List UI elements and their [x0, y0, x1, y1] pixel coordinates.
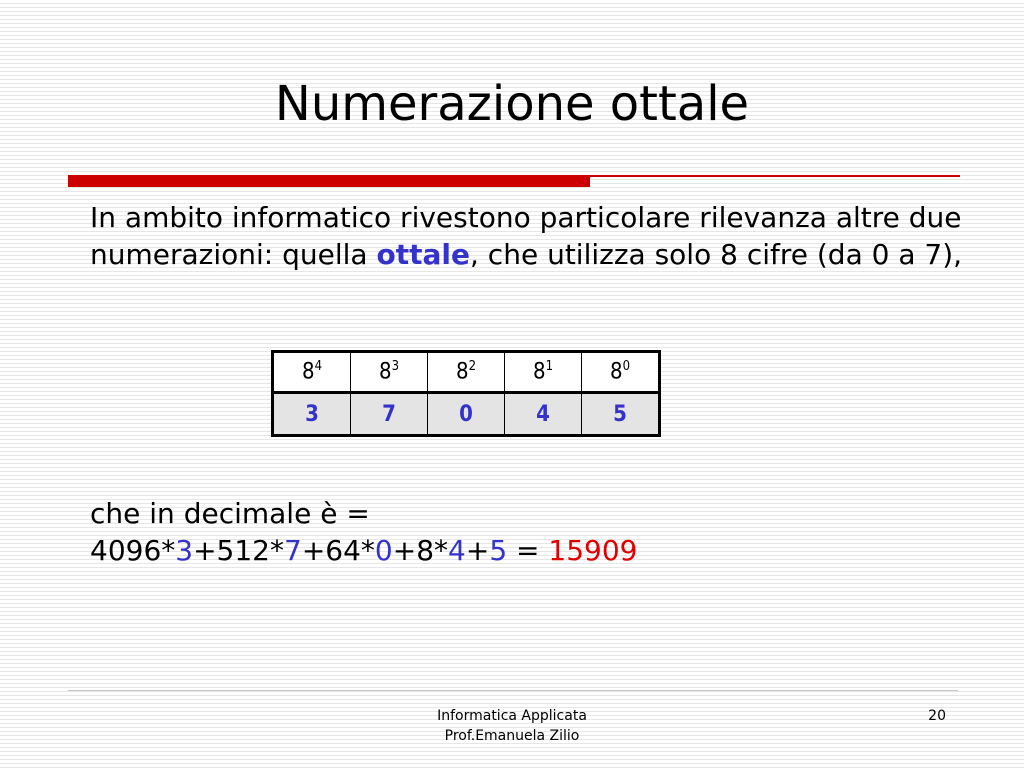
power-cell: $8^0$	[582, 352, 660, 393]
power-cell: $8^1$	[505, 352, 582, 393]
footer-rule	[68, 690, 958, 691]
digit-cell: 3	[273, 393, 351, 436]
power-cell: $8^3$	[351, 352, 428, 393]
footer-author: Prof.Emanuela Zilio	[444, 728, 580, 744]
title-rule-thin	[590, 175, 960, 177]
power-cell: $8^2$	[428, 352, 505, 393]
footer-credits	[362, 706, 662, 746]
conversion-result: 15909	[548, 534, 638, 567]
conversion-expression: 4096*3+512*7+64*0+8*4+5 = 15909	[90, 534, 638, 567]
conversion-block	[90, 495, 970, 569]
table-digit-row	[273, 393, 660, 436]
conversion-intro: che in decimale è =	[90, 497, 370, 530]
slide-title: Numerazione ottale	[274, 76, 750, 132]
title-rule-thick	[68, 175, 590, 187]
page-number: 20	[928, 708, 946, 724]
digit-cell: 0	[428, 393, 505, 436]
digit-cell: 5	[582, 393, 660, 436]
digit-cell: 7	[351, 393, 428, 436]
positional-table	[271, 350, 661, 437]
intro-text-before: In ambito informatico rivestono particolare rilevanza altre due numerazioni: quella	[90, 201, 962, 271]
intro-text-after: , che utilizza solo 8 cifre (da 0 a 7),	[470, 238, 963, 271]
power-cell: $8^4$	[273, 352, 351, 393]
table-header-row	[273, 352, 660, 393]
intro-highlight: ottale	[376, 238, 470, 271]
intro-paragraph	[90, 199, 970, 273]
footer-course: Informatica Applicata	[437, 708, 587, 724]
digit-cell: 4	[505, 393, 582, 436]
digits-table	[271, 350, 661, 437]
